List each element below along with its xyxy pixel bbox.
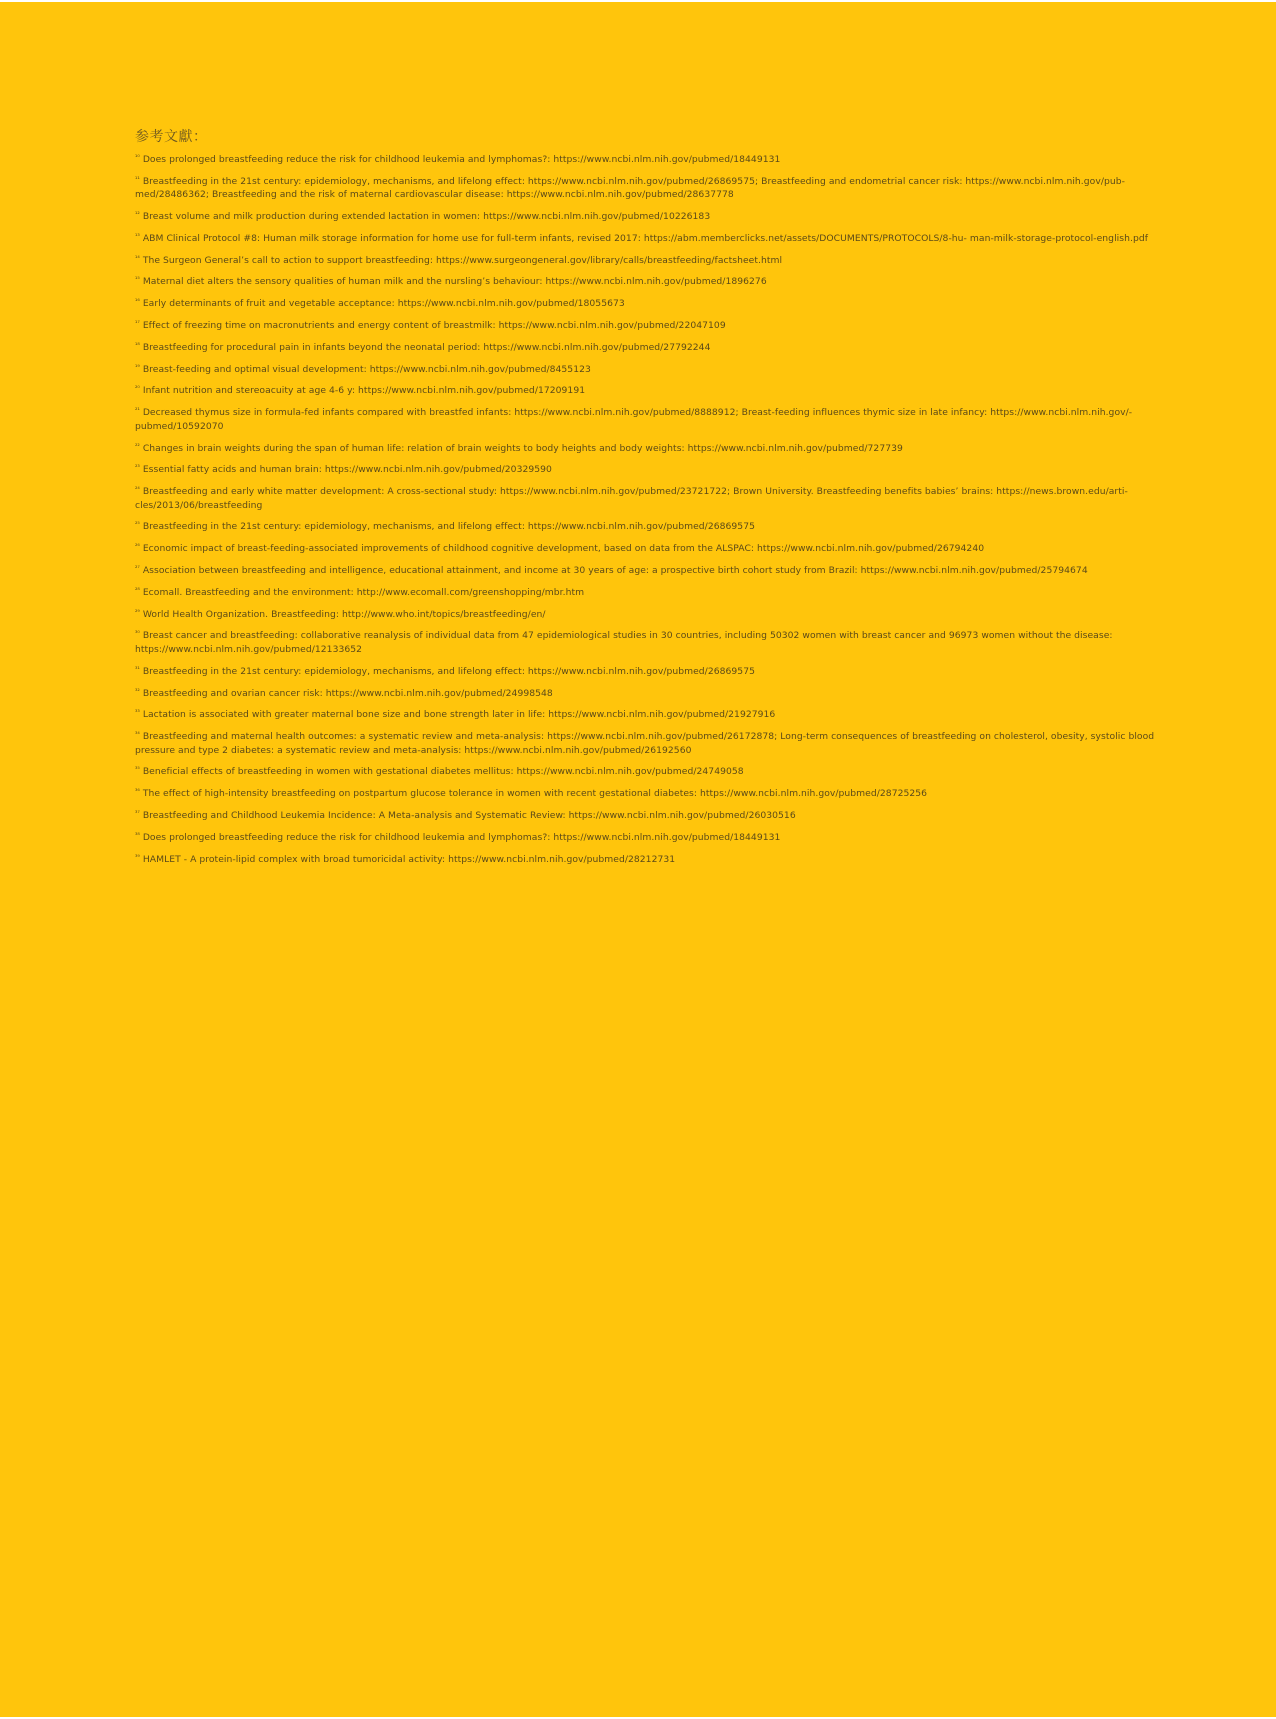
- reference-item: [135, 851, 1195, 867]
- reference-text: Breast-feeding and optimal visual development: https://www.ncbi.nlm.nih.gov/pubmed/8455123: [142, 363, 591, 375]
- reference-text: Breastfeeding and maternal health outcomes: a systematic review and meta-analysis: https://www.ncbi.nlm.nih.gov/pubmed/26172878; Long-term consequences of breastfeeding on cholesterol, obesity, systolic blood pressure and type 2 diabetes: a systematic review and meta-analysis: https://www.ncbi.nlm.nih.gov/pubmed/26192560: [135, 731, 1155, 756]
- reference-item: [135, 763, 1195, 779]
- reference-number: ³¹: [135, 665, 140, 673]
- reference-number: ³²: [135, 687, 140, 695]
- reference-number: ²⁰: [135, 385, 140, 393]
- reference-item: [135, 540, 1195, 556]
- reference-text: Effect of freezing time on macronutrients and energy content of breastmilk: https://www.ncbi.nlm.nih.gov/pubmed/22047109: [142, 320, 726, 332]
- reference-item: [135, 461, 1195, 477]
- reference-item: [135, 252, 1195, 268]
- reference-text: Ecomall. Breastfeeding and the environment: http://www.ecomall.com/greenshopping/mbr.htm: [142, 586, 585, 598]
- reference-text: World Health Organization. Breastfeeding: http://www.who.int/topics/breastfeeding/en/: [142, 608, 546, 620]
- reference-text: Association between breastfeeding and intelligence, educational attainment, and income at 30 years of age: a prospective birth cohort study from Brazil: https://www.ncbi.nlm.nih.gov/pubmed/25794674: [142, 565, 1088, 577]
- references-list: [135, 151, 1195, 866]
- reference-item: [135, 317, 1195, 333]
- references-section: [135, 128, 1195, 872]
- reference-number: ¹⁰: [135, 154, 140, 161]
- reference-number: ²²: [135, 442, 140, 450]
- reference-text: Changes in brain weights during the span of human life: relation of brain weights to body heights and body weights: https://www.ncbi.nlm.nih.gov/pubmed/727739: [142, 442, 903, 454]
- reference-number: ³⁶: [135, 788, 140, 796]
- reference-text: Breastfeeding for procedural pain in infants beyond the neonatal period: https://www.ncbi.nlm.nih.gov/pubmed/27792244: [142, 341, 711, 353]
- reference-item: [135, 728, 1195, 757]
- reference-item: [135, 295, 1195, 311]
- reference-text: ABM Clinical Protocol #8: Human milk storage information for home use for full-term infants, revised 2017: https://abm.memberclicks.net/assets/DOCUMENTS/PROTOCOLS/8-hu- man-milk-storage-protocol-english.pdf: [142, 232, 1148, 244]
- reference-number: ²⁷: [135, 565, 140, 573]
- reference-number: ²⁵: [135, 521, 140, 529]
- reference-text: Beneficial effects of breastfeeding in women with gestational diabetes mellitus: https://www.ncbi.nlm.nih.gov/pubmed/24749058: [142, 766, 744, 778]
- reference-number: ¹¹: [135, 175, 140, 183]
- document-page: [0, 2, 1276, 1717]
- reference-number: ²⁴: [135, 486, 140, 494]
- reference-number: ³³: [135, 709, 140, 717]
- reference-number: ¹²: [135, 211, 140, 219]
- reference-number: ³⁴: [135, 731, 140, 739]
- reference-number: ²⁶: [135, 543, 140, 551]
- reference-item: [135, 404, 1195, 433]
- reference-text: Breastfeeding in the 21st century: epidemiology, mechanisms, and lifelong effect: https://www.ncbi.nlm.nih.gov/pubmed/26869575; Breastfeeding and endometrial cancer risk: https://www.ncbi.nlm.nih.gov/pub- med/28486362; Breastfeeding and the risk of maternal cardiovascular disease: https://www.ncbi.nlm.nih.gov/pubmed/28637778: [135, 175, 1125, 201]
- reference-text: Infant nutrition and stereoacuity at age 4-6 y: https://www.ncbi.nlm.nih.gov/pubmed/17209191: [142, 385, 586, 397]
- reference-item: [135, 584, 1195, 600]
- reference-item: [135, 518, 1195, 534]
- reference-item: [135, 627, 1195, 656]
- reference-item: [135, 706, 1195, 722]
- reference-text: Does prolonged breastfeeding reduce the risk for childhood leukemia and lymphomas?: https://www.ncbi.nlm.nih.gov/pubmed/18449131: [142, 831, 781, 843]
- reference-number: ²⁸: [135, 586, 140, 594]
- reference-text: The effect of high-intensity breastfeeding on postpartum glucose tolerance in women with recent gestational diabetes: https://www.ncbi.nlm.nih.gov/pubmed/28725256: [142, 788, 928, 800]
- reference-item: [135, 562, 1195, 578]
- reference-item: [135, 339, 1195, 355]
- reference-text: Breastfeeding and Childhood Leukemia Incidence: A Meta-analysis and Systematic Review: https://www.ncbi.nlm.nih.gov/pubmed/26030516: [142, 810, 796, 822]
- reference-item: [135, 663, 1195, 679]
- reference-number: ¹⁵: [135, 276, 140, 284]
- reference-number: ²¹: [135, 407, 140, 415]
- reference-number: ¹⁷: [135, 320, 140, 328]
- reference-item: [135, 361, 1195, 377]
- reference-item: [135, 230, 1195, 246]
- reference-text: Does prolonged breastfeeding reduce the risk for childhood leukemia and lymphomas?: https://www.ncbi.nlm.nih.gov/pubmed/18449131: [142, 154, 781, 165]
- reference-number: ³⁵: [135, 766, 140, 774]
- reference-item: [135, 685, 1195, 701]
- reference-item: [135, 807, 1195, 823]
- reference-text: Breast cancer and breastfeeding: collaborative reanalysis of individual data from 47 epidemiological studies in 30 countries, including 50302 women with breast cancer and 96973 women without the disease: https://www.ncbi.nlm.nih.gov/pubmed/12133652: [135, 630, 1113, 655]
- reference-text: Breastfeeding and ovarian cancer risk: https://www.ncbi.nlm.nih.gov/pubmed/24998548: [142, 687, 553, 699]
- reference-number: ³⁰: [135, 630, 140, 638]
- reference-text: Lactation is associated with greater maternal bone size and bone strength later in life: https://www.ncbi.nlm.nih.gov/pubmed/21927916: [142, 709, 776, 721]
- reference-item: [135, 440, 1195, 456]
- reference-text: Breastfeeding in the 21st century: epidemiology, mechanisms, and lifelong effect: https://www.ncbi.nlm.nih.gov/pubmed/26869575: [142, 665, 755, 677]
- reference-number: ³⁸: [135, 831, 140, 839]
- reference-item: [135, 785, 1195, 801]
- reference-item: [135, 606, 1195, 622]
- reference-text: Essential fatty acids and human brain: https://www.ncbi.nlm.nih.gov/pubmed/20329590: [142, 464, 552, 476]
- reference-text: Economic impact of breast-feeding-associated improvements of childhood cognitive development, based on data from the ALSPAC: https://www.ncbi.nlm.nih.gov/pubmed/26794240: [142, 543, 985, 555]
- reference-number: ³⁷: [135, 810, 140, 818]
- reference-item: [135, 382, 1195, 398]
- reference-item: [135, 483, 1195, 512]
- reference-number: ³⁹: [135, 853, 140, 861]
- reference-number: ¹⁶: [135, 298, 140, 306]
- reference-text: Breast volume and milk production during extended lactation in women: https://www.ncbi.nlm.nih.gov/pubmed/10226183: [142, 211, 711, 223]
- reference-number: ¹⁴: [135, 254, 140, 262]
- reference-number: ²³: [135, 464, 140, 472]
- reference-text: Breastfeeding and early white matter development: A cross-sectional study: https://www.ncbi.nlm.nih.gov/pubmed/23721722; Brown University. Breastfeeding benefits babies’ brains: https://news.brown.edu/arti- cles/2013/06/breastfeeding: [135, 486, 1128, 511]
- reference-text: Maternal diet alters the sensory qualities of human milk and the nursling’s behaviour: https://www.ncbi.nlm.nih.gov/pubmed/1896276: [142, 276, 767, 288]
- reference-number: ¹³: [135, 232, 140, 240]
- reference-number: ¹⁹: [135, 363, 140, 371]
- reference-item: [135, 208, 1195, 224]
- reference-item: [135, 829, 1195, 845]
- references-heading: 参考文獻：: [135, 129, 208, 145]
- reference-item: [135, 273, 1195, 289]
- reference-text: Decreased thymus size in formula-fed infants compared with breastfed infants: https://www.ncbi.nlm.nih.gov/pubmed/8888912; Breast-feeding influences thymic size in late infancy: https://www.ncbi.nlm.nih.gov/- pubmed/10592070: [135, 407, 1133, 432]
- reference-text: HAMLET - A protein-lipid complex with broad tumoricidal activity: https://www.ncbi.nlm.nih.gov/pubmed/28212731: [142, 853, 676, 865]
- reference-text: Early determinants of fruit and vegetable acceptance: https://www.ncbi.nlm.nih.gov/pubmed/18055673: [142, 298, 625, 310]
- reference-item: [135, 151, 1195, 167]
- reference-item: [135, 173, 1195, 202]
- reference-text: Breastfeeding in the 21st century: epidemiology, mechanisms, and lifelong effect: https://www.ncbi.nlm.nih.gov/pubmed/26869575: [142, 521, 755, 533]
- reference-number: ¹⁸: [135, 341, 140, 349]
- reference-number: ²⁹: [135, 608, 140, 616]
- reference-text: The Surgeon General’s call to action to support breastfeeding: https://www.surgeongeneral.gov/library/calls/breastfeeding/factsheet.html: [142, 254, 783, 266]
